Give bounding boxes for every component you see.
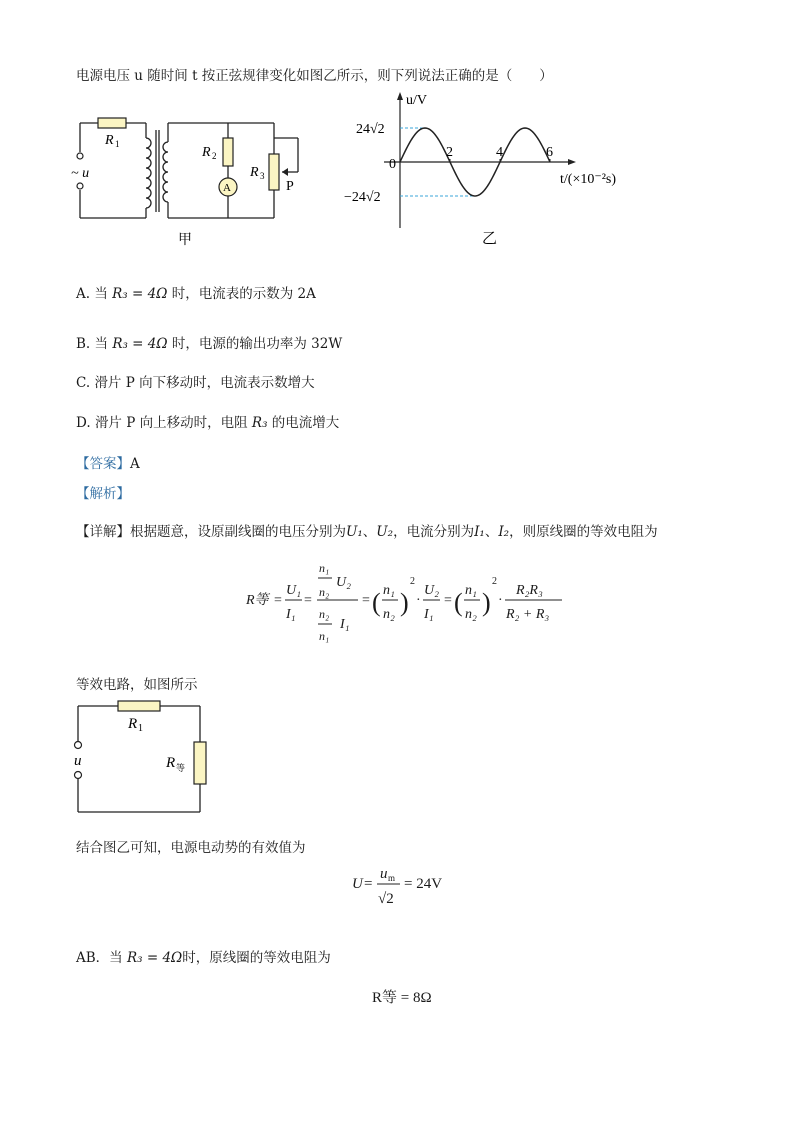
y-pos-tick: 24√2 [356, 122, 385, 137]
equiv-r1-label: R [128, 716, 138, 732]
option-a[interactable] [76, 282, 316, 302]
frac4-num: U₂ [424, 583, 439, 598]
equiv-u-label: u [74, 753, 82, 769]
option-letter: B. [76, 336, 91, 352]
rms-lhs: U [352, 876, 363, 892]
ab-prefix: AB．当 [76, 950, 123, 966]
origin-label: 0 [389, 157, 396, 172]
option-pre: 滑片 P 向上移动时，电阻 [94, 415, 248, 431]
equals-sign: = [304, 593, 312, 608]
ammeter-label: A [223, 182, 231, 194]
frac2-num-top: n₁ [319, 561, 330, 575]
x-tick-label: 2 [446, 145, 453, 160]
option-letter: D. [76, 415, 91, 431]
option-text: 滑片 P 向下移动时，电流表示数增大 [94, 375, 315, 391]
equivalent-resistance-formula [240, 556, 570, 646]
y-neg-tick: −24√2 [344, 190, 381, 205]
caption-yi: 乙 [482, 231, 498, 247]
x-tick-label: 6 [546, 145, 553, 160]
option-text: 时，电源的输出功率为 32W [171, 336, 343, 352]
paren-num: n₁ [465, 583, 477, 598]
equiv-text: 等效电路，如图所示 [76, 677, 198, 693]
equiv-r1-sub: 1 [138, 723, 143, 734]
rms-formula [348, 862, 468, 908]
r2-label: R [202, 145, 211, 160]
analysis-tag: 【解析】 [76, 486, 130, 502]
answer-value: A [130, 456, 140, 472]
option-d[interactable] [76, 411, 339, 431]
paren-right: ) [400, 588, 409, 617]
paren-den: n₂ [465, 607, 477, 622]
option-letter: C. [76, 375, 91, 391]
answer-tag: 【答案】 [76, 456, 130, 472]
frac2-num-bot: n₂ [319, 585, 330, 599]
y-axis-label: u/V [406, 93, 427, 108]
var-u2: U₂ [376, 524, 394, 540]
dot-operator: · [498, 593, 503, 608]
detail-text-2: ，电流分别为 [393, 524, 475, 540]
detail-text: 根据题意，设原副线圈的电压分别为 [130, 524, 346, 540]
frac5-den: R₂ + R₃ [506, 607, 550, 622]
equivalent-circuit [70, 698, 220, 818]
rms-den: √2 [378, 891, 394, 907]
combine-text: 结合图乙可知，电源电动势的有效值为 [76, 840, 306, 856]
option-b[interactable] [76, 332, 342, 352]
option-text: 的电流增大 [271, 415, 340, 431]
equiv-req-label: R [166, 755, 176, 771]
r2-sub: 2 [212, 151, 217, 161]
paren-left: ( [372, 588, 381, 617]
equals-sign: = [362, 593, 370, 608]
option-math: R₃ [251, 415, 268, 431]
detail-text-3: ，则原线圈的等效电阻为 [509, 524, 658, 540]
r1-label: R [105, 133, 114, 148]
slider-label: P [286, 179, 294, 194]
detail-tag: 【详解】 [76, 524, 130, 540]
caption-jia: 甲 [178, 233, 192, 248]
equals-sign: = [444, 593, 452, 608]
equals-sign: = [274, 593, 282, 608]
ab-math: R₃ = 4Ω [126, 950, 183, 966]
separator: 、 [362, 524, 377, 540]
separator: 、 [484, 524, 499, 540]
r3-sub: 3 [260, 171, 265, 181]
frac2-den-top: n₂ [319, 607, 330, 621]
circuit-figure-jia [68, 100, 328, 250]
option-text: 时，电流表的示数为 2A [171, 286, 316, 302]
equals-sign: = [364, 876, 373, 892]
exponent: 2 [492, 576, 497, 587]
frac2-den-var: I₁ [340, 617, 350, 632]
equiv-resistance-value: R等 = 8Ω [372, 990, 432, 1006]
var-i1: I₁ [474, 524, 485, 540]
dot-operator: · [416, 593, 421, 608]
rms-num-sub: m [388, 873, 396, 883]
option-letter: A. [76, 286, 91, 302]
paren-left: ( [454, 588, 463, 617]
frac1-den: I₁ [286, 607, 296, 622]
answer-line [76, 452, 140, 472]
rms-rhs: = 24V [404, 876, 443, 892]
equiv-req-sub: 等 [176, 763, 186, 773]
rms-num: u [380, 866, 388, 882]
option-c[interactable] [76, 371, 315, 391]
option-pre: 当 [94, 336, 109, 352]
exponent: 2 [410, 576, 415, 587]
frac2-num-var: U₂ [336, 575, 351, 590]
analysis-line [76, 482, 130, 502]
var-u1: U₁ [346, 524, 363, 540]
option-math: R₃ = 4Ω [112, 336, 168, 352]
option-pre: 当 [94, 286, 108, 302]
detail-line [76, 520, 658, 540]
chart-figure-yi [340, 88, 640, 248]
option-math: R₃ = 4Ω [112, 286, 168, 302]
var-i2: I₂ [498, 524, 510, 540]
formula-lhs: R等 [246, 593, 269, 608]
r3-label: R [250, 165, 259, 180]
source-label: ~ u [71, 166, 90, 181]
frac4-den: I₁ [424, 607, 434, 622]
x-axis-label: t/(×10⁻²s) [560, 172, 617, 187]
paren-den: n₂ [383, 607, 395, 622]
question-stem: 电源电压 u 随时间 t 按正弦规律变化如图乙所示，则下列说法正确的是（ ） [76, 68, 553, 84]
frac1-num: U₁ [286, 583, 301, 598]
frac5-num: R₂R₃ [516, 583, 543, 598]
frac2-den-bot: n₁ [319, 629, 330, 643]
ab-line [76, 946, 331, 966]
ab-suffix: 时，原线圈的等效电阻为 [182, 950, 331, 966]
paren-num: n₁ [383, 583, 395, 598]
r1-sub: 1 [115, 139, 120, 149]
paren-right: ) [482, 588, 491, 617]
x-tick-label: 4 [496, 145, 503, 160]
